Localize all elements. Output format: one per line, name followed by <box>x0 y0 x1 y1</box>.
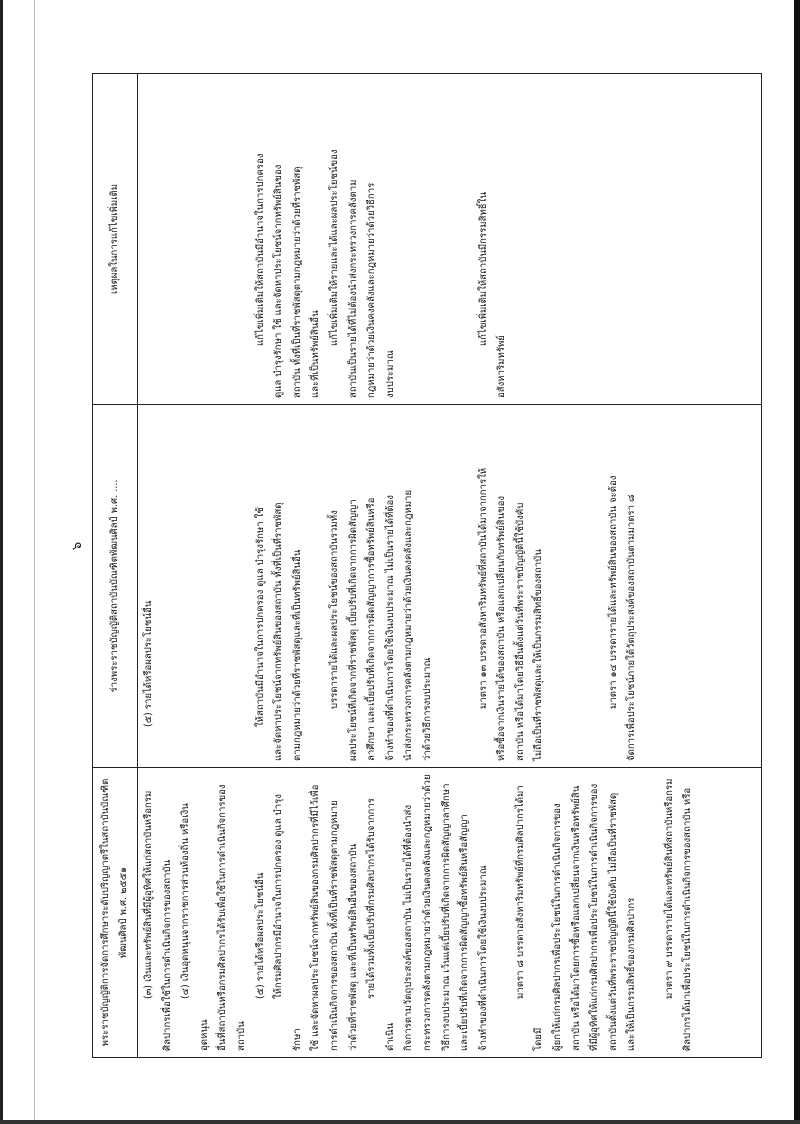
header-reasons: เหตุผลในการแก้ไขเพิ่มเติม <box>93 74 138 405</box>
text-line: สถาบัน หรือได้มาโดยวิธีอื่นตั้งแต่วันที่พระราชบัญญัตินี้ใช้บังคับ <box>514 502 526 761</box>
text-line: งบประมาณ <box>384 350 396 398</box>
column-current-act <box>138 768 762 1058</box>
text-line: กฎหมายว่าด้วยเงินคงคลังและกฎหมายว่าด้วยวิธีการ <box>366 182 378 398</box>
column-draft-act <box>138 405 762 768</box>
text-line: ตามกฎหมายว่าด้วยที่ราชพัสดุและที่เป็นทรัพย์สินอื่น <box>291 549 303 761</box>
scan-fold-line <box>34 0 35 1124</box>
text-line: สถาบัน หรือได้มาโดยการซื้อหรือแลกเปลี่ยนจากเงินหรือทรัพย์สิน <box>570 785 582 1051</box>
scan-edge-right <box>794 0 800 1124</box>
scan-edge-left <box>0 0 3 1124</box>
table-header-row <box>93 74 138 1058</box>
text-line: จ้างทำของที่ดำเนินการโดยใช้เงินงบประมาณ <box>477 865 489 1051</box>
text-line: กระทรวงการคลังตามกฎหมายว่าด้วยเงินคงคลังและกฎหมายว่าด้วย <box>421 774 433 1051</box>
text-line: และเบี้ยปรับที่เกิดจากการผิดสัญญาซื้อทรัพย์สินหรือสัญญา <box>459 814 471 1051</box>
text-line: จ้างทำของที่ดำเนินการโดยใช้เงินงบประมาณ ไม่เป็นรายได้ที่ต้อง <box>384 495 396 761</box>
text-line: ผู้ยกให้แก่กรมศิลปากรเพื่อประโยชน์ในการดำเนินกิจการของ <box>552 803 564 1051</box>
page-number: ๖ <box>70 541 85 551</box>
rotated-page <box>92 74 762 1058</box>
text-line: ดูแล บำรุงรักษา ใช้ และจัดหาประโยชน์จากทรัพย์สินของ <box>273 164 285 398</box>
text-line: สถาบันตั้งแต่วันที่พระราชบัญญัตินี้ใช้บังคับ ไม่ถือเป็นที่ราชพัสดุ <box>607 792 619 1051</box>
text-line: การดำเนินกิจการของสถาบัน ทั้งที่เป็นที่ราชพัสดุตามกฎหมาย <box>328 800 340 1051</box>
scan-edge-bottom <box>0 1120 800 1124</box>
text-line: ผลประโยชน์ที่เกิดจากที่ราชพัสดุ เบี้ยปรับที่เกิดจากการผิดสัญญา <box>347 499 359 761</box>
text-line: ศิลปากรเพื่อใช้ในการดำเนินกิจการของสถาบัน <box>161 859 173 1051</box>
text-line: และให้เป็นกรรมสิทธิ์ของกรมศิลปากร <box>626 897 638 1051</box>
text-line: ให้กรมศิลปากรมีอำนาจในการปกครอง ดูแล บำรุงรักษา <box>273 794 303 1051</box>
text-line: และที่เป็นทรัพย์สินอื่น <box>310 310 322 398</box>
text-line: ว่าด้วยวิธีการงบประมาณ <box>421 657 433 761</box>
table-body-row <box>138 74 762 1058</box>
text-line: จัดการเพื่อประโยชน์ภายใต้วัตถุประสงค์ของสถาบันตามมาตรา ๘ <box>626 494 638 761</box>
text-line: ลาศึกษา และเบี้ยปรับที่เกิดจากการผิดสัญญาการซื้อทรัพย์สินหรือ <box>366 497 378 761</box>
text-line: แก้ไขเพิ่มเติมให้สถาบันมีกรรมสิทธิ์ใน <box>477 192 489 346</box>
text-line: (๓) เงินและทรัพย์สินที่มีผู้อุทิศให้แก่สถาบันหรือกรม <box>143 790 154 999</box>
text-line: มาตรา ๘ บรรดาอสังหาริมทรัพย์ที่กรมศิลปากรได้มาโดยมี <box>514 785 545 1051</box>
text-line: ใช้ และจัดหาผลประโยชน์จากทรัพย์สินของกรมศิลปากรที่มีไว้เพื่อ <box>310 784 322 1051</box>
text-line: มาตรา ๑๔ บรรดารายได้และทรัพย์สินของสถาบัน จะต้อง <box>607 475 619 709</box>
text-line: สถาบัน ทั้งที่เป็นที่ราชพัสดุตามกฎหมายว่าด้วยที่ราชพัสดุ <box>291 166 303 398</box>
text-line: บรรดารายได้และผลประโยชน์ของสถาบันรวมทั้ง <box>328 510 340 709</box>
comparison-table <box>92 73 762 1058</box>
text-line: หรือซื้อจากเงินรายได้ของสถาบัน หรือแลกเปลี่ยนกับทรัพย์สินของ <box>496 495 508 761</box>
text-line: กิจการตามวัตถุประสงค์ของสถาบัน ไม่เป็นรายได้ที่ต้องนำส่ง <box>403 804 415 1051</box>
header-current-act: พระราชบัญญัติการจัดการศึกษาระดับปริญญาตรีในสถาบันบัณฑิตพัฒนศิลป์ พ.ศ. ๒๕๕๑ <box>93 768 138 1058</box>
text-line: ไม่ถือเป็นที่ราชพัสดุและให้เป็นกรรมสิทธิ์ของสถาบัน <box>533 549 545 761</box>
text-line: สถาบัน <box>235 1021 247 1051</box>
text-line: (๔) เงินอุดหนุนจากราชการส่วนท้องถิ่น หรือเงินอุดหนุน <box>180 803 210 1051</box>
text-line: ให้สถาบันมีอำนาจในการปกครอง ดูแล บำรุงรักษา ใช้ <box>254 507 266 727</box>
text-line: ที่มีผู้อุทิศให้แก่กรมศิลปากรเพื่อประโยชน์ในการดำเนินกิจการของ <box>589 783 601 1051</box>
text-line: มาตรา ๑๓ บรรดาอสังหาริมทรัพย์ที่สถาบันได้มาจากการให้ <box>477 467 489 709</box>
text-line: รายได้รวมทั้งเบี้ยปรับที่กรมศิลปากรได้รับจากการดำเนิน <box>366 798 396 1051</box>
text-line: แก้ไขเพิ่มเติมให้รายและได้และผลประโยชน์ของ <box>328 149 340 346</box>
header-draft-act: ร่างพระราชบัญญัติสถาบันบัณฑิตพัฒนศิลป์ พ.ศ. .... <box>93 405 138 768</box>
text-line: วิธีการงบประมาณ เว้นแต่เบี้ยปรับที่เกิดจากการผิดสัญญาลาศึกษา <box>440 783 452 1051</box>
text-line: อื่นที่สถาบันหรือกรมศิลปากรได้รับเพื่อใช้ในการดำเนินกิจการของ <box>217 784 229 1051</box>
column-reasons <box>138 74 762 405</box>
text-line: และจัดหาประโยชน์จากทรัพย์สินของสถาบัน ทั้งที่เป็นที่ราชพัสดุ <box>273 502 285 761</box>
text-line: อสังหาริมทรัพย์ <box>496 335 508 398</box>
text-line: ว่าด้วยที่ราชพัสดุ และที่เป็นทรัพย์สินอื่นของสถาบัน <box>347 843 359 1051</box>
text-line: (๕) รายได้หรือผลประโยชน์อื่น <box>254 872 266 999</box>
text-line: ศิลปากรได้มาเพื่อประโยชน์ในการดำเนินกิจการของสถาบัน หรือ <box>682 787 694 1051</box>
text-line: นำส่งกระทรวงการคลังตามกฎหมายว่าด้วยเงินคงคลังและกฎหมาย <box>403 489 415 761</box>
text-line: (๕) รายได้หรือผลประโยชน์อื่น <box>143 600 154 727</box>
text-line: แก้ไขเพิ่มเติมให้สถาบันมีอำนาจในการปกครอง <box>254 153 266 346</box>
text-line: สถาบันเป็นรายได้ที่ไม่ต้องนำส่งกระทรวงการคลังตาม <box>347 179 359 398</box>
text-line: มาตรา ๙ บรรดารายได้และทรัพย์สินที่สถาบันหรือกรม <box>663 778 675 999</box>
